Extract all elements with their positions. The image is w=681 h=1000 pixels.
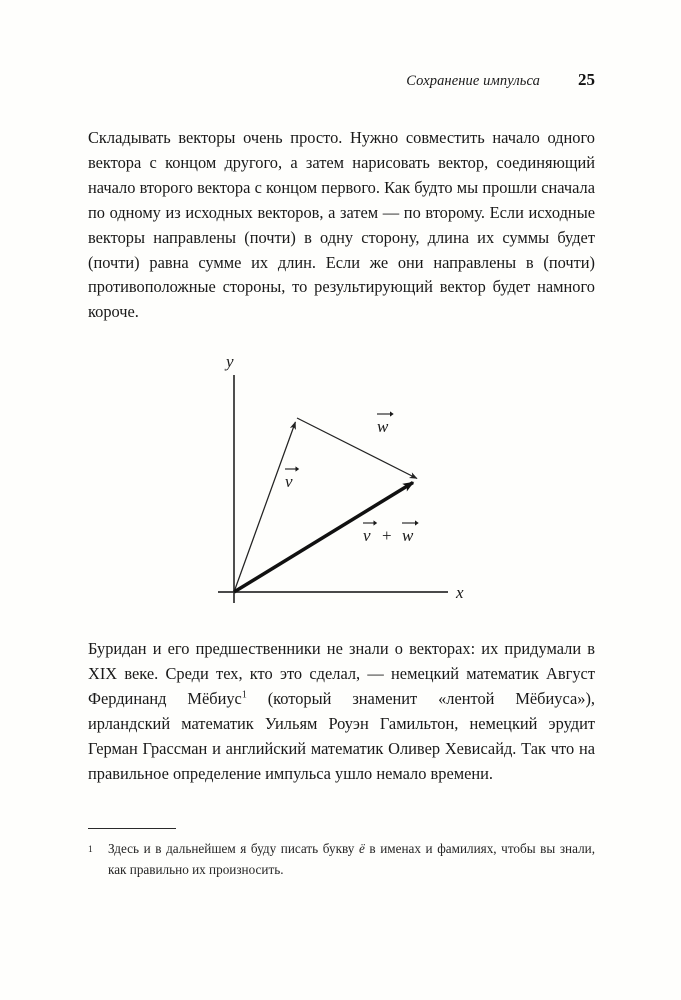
paragraph-vector-addition bbox=[88, 126, 595, 325]
footnote-area bbox=[88, 828, 595, 880]
footnote-text-before: Здесь и в дальнейшем я буду писать букву bbox=[108, 841, 359, 856]
paragraph-vector-history bbox=[88, 637, 595, 786]
footnote-text-after: в именах и фамилиях, чтобы вы знали, как правильно их произносить. bbox=[108, 841, 596, 877]
footnote-marker: 1 bbox=[88, 845, 93, 855]
vector-addition-figure bbox=[200, 345, 490, 615]
vector-w-arrow bbox=[297, 418, 417, 479]
paragraph-text bbox=[88, 637, 595, 786]
paragraph-text-part-1: Буридан и его предшественники не знали о векторах: их придумали в XIX веке. Среди тех, кто это сделал, — немецкий математик Август Фердинанд Мёбиус bbox=[88, 639, 595, 708]
label-vector-v bbox=[285, 466, 299, 491]
footnote-reference-marker[interactable]: 1 bbox=[241, 689, 247, 701]
svg-text:v: v bbox=[363, 526, 371, 545]
svg-text:+: + bbox=[382, 526, 392, 545]
y-axis-label: y bbox=[226, 352, 234, 371]
svg-text:w: w bbox=[402, 526, 414, 545]
figure-axes bbox=[218, 375, 448, 603]
running-head bbox=[88, 70, 595, 90]
svg-text:w: w bbox=[377, 417, 389, 436]
x-axis-label: x bbox=[456, 583, 464, 602]
footnote-text bbox=[108, 839, 595, 880]
vector-v-arrow bbox=[234, 422, 295, 592]
label-vector-sum bbox=[363, 520, 419, 545]
footnote-separator-rule bbox=[88, 828, 176, 829]
running-head-title: Сохранение импульса bbox=[406, 73, 540, 89]
page-number: 25 bbox=[578, 70, 595, 89]
footnote-italic-letter: ё bbox=[358, 841, 365, 856]
label-vector-w bbox=[377, 411, 394, 436]
svg-text:v: v bbox=[285, 472, 293, 491]
footnote-item bbox=[88, 839, 595, 880]
paragraph-text: Складывать векторы очень просто. Нужно совместить начало одного вектора с концом другого, а затем нарисовать вектор, соединяющий начало второго вектора с концом первого. Как будто мы прошли сначала по одному из исходных векторов, а затем — по второму. Если исходные векторы направлены (почти) в одну сторону, длина их суммы будет (почти) равна сумме их длин. Если же они направлены в (почти) противоположные стороны, то результирующий вектор будет намного короче. bbox=[88, 128, 595, 322]
paragraph-text-part-2: (который знаменит «лентой Мёбиуса»), ирландский математик Уильям Роуэн Гамильтон, немецкий эрудит Герман Грассман и английский математик Оливер Хевисайд. Так что на правильное определение импульса ушло немало времени. bbox=[88, 688, 595, 783]
